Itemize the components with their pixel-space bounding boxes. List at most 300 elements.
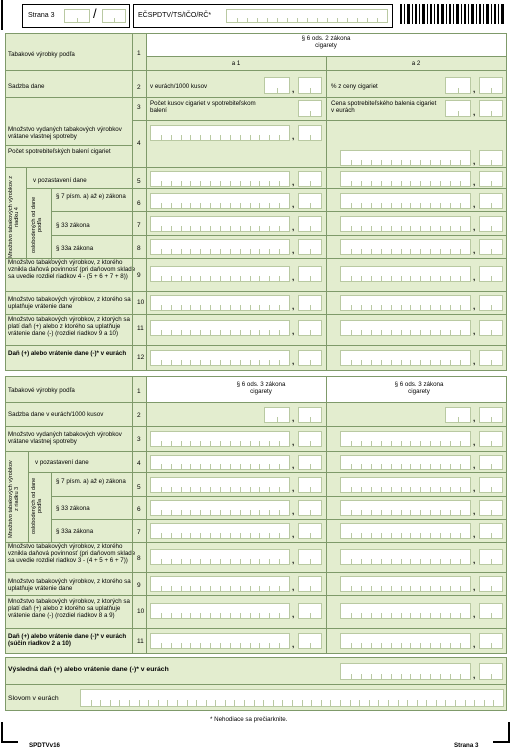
digit-separator xyxy=(161,360,162,365)
t1-price-input[interactable] xyxy=(445,100,471,117)
digit-separator xyxy=(250,586,251,591)
digit-separator xyxy=(450,360,451,365)
t2-r6-b1-dec[interactable] xyxy=(298,500,322,516)
t2-r4-b1[interactable] xyxy=(150,455,290,470)
t2-r7-b1-dec[interactable] xyxy=(298,523,322,539)
page-number-input[interactable] xyxy=(64,9,90,23)
t1-r7-a2[interactable] xyxy=(340,216,471,232)
t1-r5-a2[interactable] xyxy=(340,171,471,187)
digit-separator xyxy=(181,249,182,254)
digit-separator xyxy=(230,135,231,140)
digit-separator xyxy=(350,700,351,706)
digit-separator xyxy=(391,464,392,469)
comma: , xyxy=(473,556,476,565)
digit-separator xyxy=(410,674,411,679)
digit-separator xyxy=(240,559,241,564)
digit-separator xyxy=(269,203,270,208)
digit-separator xyxy=(381,559,382,564)
digit-separator xyxy=(250,249,251,254)
t1-issued-label: Množstvo vydaných tabakových výrobkov vrátane vlastnej spotreby xyxy=(8,126,122,141)
t1-line xyxy=(5,314,507,315)
comma: , xyxy=(473,530,476,539)
t1-r12-a1-dec[interactable] xyxy=(298,350,322,366)
t1-rate-a1-input[interactable] xyxy=(264,77,290,94)
t1-row-number: 4 xyxy=(137,140,141,147)
comma: , xyxy=(292,273,295,282)
digit-separator xyxy=(460,643,461,648)
t2-r11-b1-dec[interactable] xyxy=(298,633,322,649)
t1-r5-a1[interactable] xyxy=(150,171,290,187)
digit-separator xyxy=(351,226,352,231)
t1-percent-label: % z ceny cigariet xyxy=(331,83,378,90)
digit-separator xyxy=(210,559,211,564)
digit-separator xyxy=(110,700,111,706)
t1-r12-a1[interactable] xyxy=(150,350,290,366)
digit-separator xyxy=(371,305,372,310)
digit-separator xyxy=(220,441,221,446)
t1-r8-a1[interactable] xyxy=(150,239,290,255)
comma: , xyxy=(473,461,476,470)
digit-separator xyxy=(401,441,402,446)
digit-separator xyxy=(230,586,231,591)
digit-separator xyxy=(398,700,399,706)
comma: , xyxy=(473,414,476,423)
digit-separator xyxy=(114,18,115,22)
digit-separator xyxy=(371,360,372,365)
t2-r4-b1-dec[interactable] xyxy=(298,455,322,470)
t1-r6-a1[interactable] xyxy=(150,193,290,209)
t2-r11-b1[interactable] xyxy=(150,633,290,649)
t1-r6-a1-dec[interactable] xyxy=(298,193,322,209)
t1-pieces-label: Počet kusov cigariet v spotrebiteľskom balení xyxy=(150,100,256,115)
digit-separator xyxy=(420,441,421,446)
t2-line xyxy=(5,572,507,573)
digit-separator xyxy=(279,441,280,446)
t1-r9-a2[interactable] xyxy=(340,266,471,282)
comma: , xyxy=(473,357,476,366)
digit-separator xyxy=(460,330,461,335)
t2-r10-b1-dec[interactable] xyxy=(298,603,322,619)
t2-r7-b1[interactable] xyxy=(150,523,290,539)
digit-separator xyxy=(440,674,441,679)
comma: , xyxy=(292,132,295,141)
t1-issued-a1-decimal[interactable] xyxy=(298,125,322,141)
digit-separator xyxy=(310,360,311,365)
digit-separator xyxy=(240,226,241,231)
digit-separator xyxy=(401,559,402,564)
digit-separator xyxy=(420,249,421,254)
digit-separator xyxy=(119,700,120,706)
digit-separator xyxy=(269,249,270,254)
digit-separator xyxy=(450,330,451,335)
digit-separator xyxy=(430,613,431,618)
t1-issued-a1-input[interactable] xyxy=(150,125,290,141)
digit-separator xyxy=(240,360,241,365)
t1-r10-a2[interactable] xyxy=(340,295,471,311)
digit-separator xyxy=(460,464,461,469)
t2-par33-label: § 33 zákona xyxy=(56,505,90,512)
t2-r2-b1[interactable] xyxy=(264,407,290,423)
t1-r9-a2-dec[interactable] xyxy=(479,266,503,282)
t1-r9-a1[interactable] xyxy=(150,266,290,282)
t2-r10-b2-dec[interactable] xyxy=(479,603,503,619)
t2-line xyxy=(326,376,327,654)
comma: , xyxy=(473,327,476,336)
t2-r9-b1[interactable] xyxy=(150,576,290,592)
digit-separator xyxy=(430,441,431,446)
digit-separator xyxy=(250,135,251,140)
digit-separator xyxy=(269,533,270,538)
digit-separator xyxy=(440,226,441,231)
digit-separator xyxy=(269,464,270,469)
digit-separator xyxy=(410,441,411,446)
digit-separator xyxy=(430,559,431,564)
digit-separator xyxy=(460,674,461,679)
t1-r10-a2-dec[interactable] xyxy=(479,295,503,311)
t1-r6-a2[interactable] xyxy=(340,193,471,209)
t2-tax-label: Daň (+) alebo vrátenie dane (-)* v eurách (súčin riadkov 2 a 10) xyxy=(8,633,127,648)
t2-r3-b2-dec[interactable] xyxy=(479,431,503,447)
t1-r5-a1-dec[interactable] xyxy=(298,171,322,187)
digit-separator xyxy=(401,510,402,515)
digit-separator xyxy=(210,330,211,335)
t2-r6-b1[interactable] xyxy=(150,500,290,516)
t1-packages-label: Počet spotrebiteľských balení cigariet xyxy=(8,148,111,155)
digit-separator xyxy=(401,613,402,618)
digit-separator xyxy=(220,226,221,231)
digit-separator xyxy=(250,487,251,492)
digit-separator xyxy=(381,330,382,335)
t2-line xyxy=(51,472,52,542)
digit-separator xyxy=(279,464,280,469)
t1-r8-a2[interactable] xyxy=(340,239,471,255)
t1-row-number: 5 xyxy=(137,178,141,185)
digit-separator xyxy=(440,160,441,165)
t1-rate-a2-decimal[interactable] xyxy=(479,77,503,94)
comma: , xyxy=(292,484,295,493)
digit-separator xyxy=(259,487,260,492)
digit-separator xyxy=(279,360,280,365)
comma: , xyxy=(292,246,295,255)
words-input[interactable] xyxy=(80,689,504,707)
t1-rate-a1-decimal[interactable] xyxy=(298,77,322,94)
digit-separator xyxy=(277,417,278,422)
t1-price-label: Cena spotrebiteľského balenia cigariet v eurách xyxy=(331,100,437,115)
t1-packages-a2-decimal[interactable] xyxy=(479,150,503,166)
digit-separator xyxy=(220,276,221,281)
digit-separator xyxy=(361,160,362,165)
digit-separator xyxy=(237,18,238,22)
digit-separator xyxy=(371,330,372,335)
digit-separator xyxy=(450,533,451,538)
t2-r3-b2[interactable] xyxy=(340,431,471,447)
digit-separator xyxy=(210,226,211,231)
digit-separator xyxy=(430,330,431,335)
result-decimal[interactable] xyxy=(479,663,503,680)
digit-separator xyxy=(410,613,411,618)
t2-r5-b1-dec[interactable] xyxy=(298,477,322,493)
comma: , xyxy=(473,223,476,232)
header-page-label: Strana 3 xyxy=(28,12,55,19)
digit-separator xyxy=(410,305,411,310)
digit-separator xyxy=(410,586,411,591)
comma: , xyxy=(473,671,476,680)
digit-separator xyxy=(250,203,251,208)
digit-separator xyxy=(310,441,311,446)
t1-line xyxy=(326,56,327,371)
digit-separator xyxy=(310,135,311,140)
digit-separator xyxy=(351,464,352,469)
t2-line xyxy=(28,472,507,473)
id-input[interactable] xyxy=(226,9,388,23)
t1-line xyxy=(132,120,507,121)
t2-r8-b2-dec[interactable] xyxy=(479,549,503,565)
t1-r12-a2[interactable] xyxy=(340,350,471,366)
digit-separator xyxy=(371,487,372,492)
digit-separator xyxy=(420,330,421,335)
digit-separator xyxy=(430,586,431,591)
digit-separator xyxy=(200,360,201,365)
t2-r2-b1-dec[interactable] xyxy=(298,407,322,423)
t2-r11-b2[interactable] xyxy=(340,633,471,649)
digit-separator xyxy=(200,533,201,538)
comma: , xyxy=(473,438,476,447)
t2-line xyxy=(51,496,507,497)
digit-separator xyxy=(474,700,475,706)
digit-separator xyxy=(200,510,201,515)
t2-r10-b1[interactable] xyxy=(150,603,290,619)
t2-r10-b2[interactable] xyxy=(340,603,471,619)
digit-separator xyxy=(440,181,441,186)
digit-separator xyxy=(167,700,168,706)
t1-r10-a1[interactable] xyxy=(150,295,290,311)
t1-packages-a2-input[interactable] xyxy=(340,150,471,166)
t2-r11-b2-dec[interactable] xyxy=(479,633,503,649)
digit-separator xyxy=(440,360,441,365)
t2-r6-b2-dec[interactable] xyxy=(479,500,503,516)
t2-r2-b2[interactable] xyxy=(445,407,471,423)
t1-rate-a2-input[interactable] xyxy=(445,77,471,94)
digit-separator xyxy=(181,360,182,365)
digit-separator xyxy=(460,360,461,365)
digit-separator xyxy=(371,203,372,208)
digit-separator xyxy=(210,305,211,310)
digit-separator xyxy=(210,643,211,648)
comma: , xyxy=(292,85,295,94)
t2-r9-b2[interactable] xyxy=(340,576,471,592)
digit-separator xyxy=(401,160,402,165)
digit-separator xyxy=(401,181,402,186)
digit-separator xyxy=(91,700,92,706)
digit-separator xyxy=(391,559,392,564)
digit-separator xyxy=(161,276,162,281)
digit-separator xyxy=(250,464,251,469)
digit-separator xyxy=(200,487,201,492)
comma: , xyxy=(292,178,295,187)
digit-separator xyxy=(200,276,201,281)
digit-separator xyxy=(230,249,231,254)
digit-separator xyxy=(171,464,172,469)
digit-separator xyxy=(161,330,162,335)
digit-separator xyxy=(230,441,231,446)
digit-separator xyxy=(269,276,270,281)
digit-separator xyxy=(391,249,392,254)
digit-separator xyxy=(420,533,421,538)
digit-separator xyxy=(171,487,172,492)
digit-separator xyxy=(401,533,402,538)
digit-separator xyxy=(391,586,392,591)
digit-separator xyxy=(240,305,241,310)
t2-r4-b2-dec[interactable] xyxy=(479,455,503,470)
digit-separator xyxy=(210,249,211,254)
t2-row-number: 2 xyxy=(137,412,141,419)
t2-r3-b1[interactable] xyxy=(150,431,290,447)
t2-r5-b1[interactable] xyxy=(150,477,290,493)
t2-r8-b2[interactable] xyxy=(340,549,471,565)
digit-separator xyxy=(259,613,260,618)
digit-separator xyxy=(357,18,358,22)
t1-r9-a1-dec[interactable] xyxy=(298,266,322,282)
comma: , xyxy=(292,200,295,209)
t1-row-number: 3 xyxy=(137,104,141,111)
digit-separator xyxy=(190,226,191,231)
t2-r7-b2-dec[interactable] xyxy=(479,523,503,539)
digit-separator xyxy=(190,305,191,310)
digit-separator xyxy=(310,226,311,231)
t2-r5-b2[interactable] xyxy=(340,477,471,493)
digit-separator xyxy=(381,276,382,281)
t1-r10-a1-dec[interactable] xyxy=(298,295,322,311)
digit-separator xyxy=(200,559,201,564)
digit-separator xyxy=(371,586,372,591)
digit-separator xyxy=(391,613,392,618)
digit-separator xyxy=(240,487,241,492)
digit-separator xyxy=(181,559,182,564)
digit-separator xyxy=(259,510,260,515)
t1-r7-a1-dec[interactable] xyxy=(298,216,322,232)
digit-separator xyxy=(230,487,231,492)
t1-r11-a1[interactable] xyxy=(150,320,290,336)
t1-r7-a1[interactable] xyxy=(150,216,290,232)
t1-col-a1: a 1 xyxy=(231,60,241,67)
comma: , xyxy=(292,327,295,336)
t2-r9-b1-dec[interactable] xyxy=(298,576,322,592)
digit-separator xyxy=(450,464,451,469)
t2-r3-b1-dec[interactable] xyxy=(298,431,322,447)
t2-r8-b1[interactable] xyxy=(150,549,290,565)
t1-r7-a2-dec[interactable] xyxy=(479,216,503,232)
t1-r11-a2-dec[interactable] xyxy=(479,320,503,336)
digit-separator xyxy=(401,487,402,492)
digit-separator xyxy=(371,276,372,281)
t2-r4-b2[interactable] xyxy=(340,455,471,470)
digit-separator xyxy=(450,160,451,165)
digit-separator xyxy=(417,700,418,706)
t2-r2-b2-dec[interactable] xyxy=(479,407,503,423)
digit-separator xyxy=(359,700,360,706)
t1-r6-a2-dec[interactable] xyxy=(479,193,503,209)
digit-separator xyxy=(171,441,172,446)
digit-separator xyxy=(307,18,308,22)
digit-separator xyxy=(381,464,382,469)
digit-separator xyxy=(269,613,270,618)
digit-separator xyxy=(491,226,492,231)
digit-separator xyxy=(210,510,211,515)
digit-separator xyxy=(450,249,451,254)
comma: , xyxy=(292,530,295,539)
digit-separator xyxy=(430,510,431,515)
digit-separator xyxy=(361,613,362,618)
digit-separator xyxy=(420,613,421,618)
digit-separator xyxy=(381,487,382,492)
digit-separator xyxy=(181,305,182,310)
digit-separator xyxy=(450,613,451,618)
t1-r8-a1-dec[interactable] xyxy=(298,239,322,255)
t1-r5-a2-dec[interactable] xyxy=(479,171,503,187)
digit-separator xyxy=(440,643,441,648)
digit-separator xyxy=(440,586,441,591)
digit-separator xyxy=(310,559,311,564)
digit-separator xyxy=(220,330,221,335)
t1-pieces-input[interactable] xyxy=(298,100,322,117)
digit-separator xyxy=(371,613,372,618)
comma: , xyxy=(292,610,295,619)
digit-separator xyxy=(210,135,211,140)
header-slash: / xyxy=(93,6,97,21)
digit-separator xyxy=(330,700,331,706)
footnote: * Nehodiace sa prečiarknite. xyxy=(210,716,288,723)
digit-separator xyxy=(381,613,382,618)
digit-separator xyxy=(259,586,260,591)
digit-separator xyxy=(200,643,201,648)
t1-r12-a2-dec[interactable] xyxy=(479,350,503,366)
comma: , xyxy=(473,246,476,255)
digit-separator xyxy=(401,203,402,208)
t2-row-number: 8 xyxy=(137,555,141,562)
t1-r8-a2-dec[interactable] xyxy=(479,239,503,255)
t2-r8-b1-dec[interactable] xyxy=(298,549,322,565)
digit-separator xyxy=(371,464,372,469)
digit-separator xyxy=(259,330,260,335)
t2-r9-b2-dec[interactable] xyxy=(479,576,503,592)
result-input[interactable] xyxy=(340,663,471,680)
t2-r6-b2[interactable] xyxy=(340,500,471,516)
digit-separator xyxy=(158,700,159,706)
digit-separator xyxy=(171,586,172,591)
comma: , xyxy=(473,273,476,282)
digit-separator xyxy=(381,249,382,254)
t1-r11-a2[interactable] xyxy=(340,320,471,336)
digit-separator xyxy=(371,249,372,254)
t2-line xyxy=(5,628,507,629)
t2-r5-b2-dec[interactable] xyxy=(479,477,503,493)
digit-separator xyxy=(259,276,260,281)
digit-separator xyxy=(190,643,191,648)
digit-separator xyxy=(450,559,451,564)
digit-separator xyxy=(279,276,280,281)
t1-r11-a1-dec[interactable] xyxy=(298,320,322,336)
digit-separator xyxy=(311,700,312,706)
page-total-input[interactable] xyxy=(102,9,126,23)
digit-separator xyxy=(240,613,241,618)
t1-line xyxy=(132,33,133,371)
digit-separator xyxy=(250,305,251,310)
words-label: Slovom v eurách xyxy=(8,695,59,702)
t2-r7-b2[interactable] xyxy=(340,523,471,539)
t1-price-decimal[interactable] xyxy=(479,100,503,117)
digit-separator xyxy=(225,700,226,706)
digit-separator xyxy=(250,613,251,618)
